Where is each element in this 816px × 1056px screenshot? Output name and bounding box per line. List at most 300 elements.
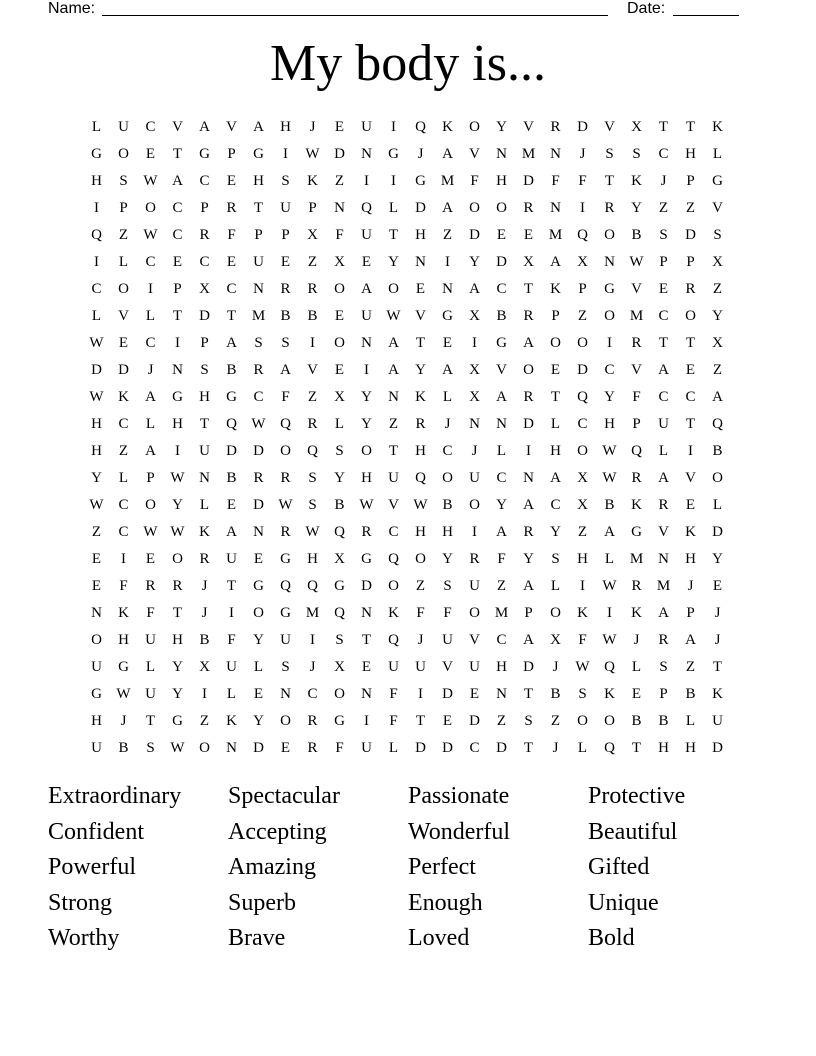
grid-letter: R	[523, 524, 534, 540]
grid-letter: C	[496, 470, 507, 486]
grid-letter: R	[199, 227, 210, 243]
grid-row	[83, 546, 733, 573]
grid-letter: E	[415, 281, 426, 297]
grid-letter: Q	[91, 227, 102, 243]
grid-letter: H	[91, 443, 102, 459]
grid-letter: K	[307, 173, 318, 189]
grid-letter: M	[521, 146, 536, 162]
grid-letter: X	[307, 227, 318, 243]
grid-letter: C	[658, 146, 669, 162]
grid-letter: P	[227, 146, 236, 162]
grid-letter: D	[685, 227, 696, 243]
grid-letter: Y	[253, 713, 264, 729]
grid-letter: Y	[631, 200, 642, 216]
grid-letter: U	[226, 659, 237, 675]
grid-letter: V	[712, 200, 723, 216]
grid-letter: K	[712, 119, 723, 135]
grid-letter: T	[685, 416, 696, 432]
grid-letter: E	[145, 146, 156, 162]
grid-letter: O	[577, 713, 588, 729]
grid-letter: I	[364, 173, 369, 189]
grid-letter: M	[548, 227, 563, 243]
grid-letter: V	[604, 119, 615, 135]
grid-letter: U	[415, 659, 426, 675]
grid-row	[83, 384, 733, 411]
grid-letter: R	[685, 281, 696, 297]
grid-letter: N	[523, 470, 534, 486]
grid-letter: Z	[685, 200, 696, 216]
grid-letter: R	[631, 335, 642, 351]
grid-letter: S	[254, 335, 263, 351]
word-list-item: Perfect	[408, 854, 476, 880]
grid-letter: H	[685, 146, 696, 162]
grid-letter: D	[442, 740, 453, 756]
grid-letter: V	[631, 362, 642, 378]
grid-letter: C	[118, 497, 129, 513]
grid-letter: U	[361, 740, 372, 756]
grid-row	[83, 519, 733, 546]
grid-letter: R	[550, 119, 561, 135]
grid-letter: C	[145, 335, 156, 351]
grid-letter: P	[281, 227, 290, 243]
grid-letter: W	[386, 308, 401, 324]
grid-letter: M	[656, 578, 671, 594]
grid-letter: D	[415, 200, 426, 216]
word-list-item: Confident	[48, 818, 144, 845]
grid-letter: H	[550, 443, 561, 459]
word-list-item: Beautiful	[588, 818, 678, 845]
word-search-grid	[83, 114, 733, 762]
grid-letter: O	[469, 200, 480, 216]
grid-letter: T	[685, 119, 696, 135]
grid-letter: A	[658, 362, 669, 378]
grid-letter: Q	[415, 470, 426, 486]
grid-letter: Y	[361, 416, 372, 432]
grid-letter: Z	[712, 281, 723, 297]
grid-letter: W	[143, 524, 158, 540]
grid-letter: N	[361, 335, 372, 351]
grid-letter: K	[712, 686, 723, 702]
word-list-item: Gifted	[588, 854, 650, 880]
grid-row	[83, 573, 733, 600]
grid-letter: R	[415, 416, 426, 432]
grid-letter: E	[496, 227, 507, 243]
grid-letter: T	[226, 578, 237, 594]
grid-letter: E	[712, 578, 723, 594]
grid-letter: O	[523, 362, 534, 378]
grid-letter: C	[145, 254, 156, 270]
grid-letter: V	[469, 632, 480, 648]
grid-letter: G	[280, 605, 291, 621]
grid-letter: P	[659, 254, 668, 270]
grid-letter: F	[551, 173, 560, 189]
grid-letter: J	[552, 740, 559, 756]
grid-letter: J	[471, 443, 478, 459]
grid-letter: V	[469, 146, 480, 162]
grid-letter: L	[604, 551, 615, 567]
grid-letter: X	[334, 254, 345, 270]
grid-letter: H	[496, 659, 507, 675]
grid-letter: C	[199, 173, 210, 189]
grid-letter: W	[602, 470, 617, 486]
grid-letter: A	[496, 524, 507, 540]
grid-letter: G	[361, 551, 372, 567]
grid-letter: S	[119, 173, 128, 189]
grid-letter: L	[712, 146, 723, 162]
grid-letter: O	[415, 551, 426, 567]
grid-letter: I	[472, 524, 477, 540]
grid-letter: Q	[307, 578, 318, 594]
grid-letter: O	[685, 308, 696, 324]
grid-letter: Z	[118, 227, 129, 243]
grid-row	[83, 249, 733, 276]
grid-letter: F	[146, 605, 155, 621]
grid-letter: Y	[91, 470, 102, 486]
grid-letter: Y	[496, 497, 507, 513]
grid-letter: K	[388, 605, 399, 621]
name-blank-line[interactable]	[102, 0, 608, 16]
grid-letter: R	[523, 389, 534, 405]
grid-letter: H	[442, 524, 453, 540]
grid-letter: E	[469, 686, 480, 702]
grid-letter: N	[172, 362, 183, 378]
grid-letter: L	[631, 659, 642, 675]
grid-letter: W	[278, 497, 293, 513]
grid-letter: X	[712, 335, 723, 351]
grid-letter: N	[91, 605, 102, 621]
grid-letter: W	[89, 389, 104, 405]
grid-letter: R	[658, 632, 669, 648]
grid-letter: I	[175, 335, 180, 351]
word-list-item: Spectacular	[228, 783, 340, 809]
grid-letter: X	[334, 659, 345, 675]
grid-letter: L	[496, 443, 507, 459]
grid-letter: D	[523, 416, 534, 432]
grid-letter: L	[145, 416, 156, 432]
grid-letter: Y	[712, 551, 723, 567]
grid-letter: C	[307, 686, 318, 702]
word-list-item: Extraordinary	[48, 783, 182, 809]
grid-letter: F	[119, 578, 128, 594]
grid-letter: I	[391, 173, 396, 189]
grid-letter: J	[579, 146, 586, 162]
grid-letter: J	[444, 416, 451, 432]
grid-letter: Y	[712, 308, 723, 324]
grid-letter: X	[631, 119, 642, 135]
grid-letter: C	[658, 389, 669, 405]
grid-letter: F	[632, 389, 641, 405]
grid-letter: I	[175, 443, 180, 459]
grid-letter: C	[172, 227, 183, 243]
grid-letter: C	[199, 254, 210, 270]
grid-letter: W	[170, 470, 185, 486]
grid-letter: E	[91, 578, 102, 594]
grid-letter: R	[523, 308, 534, 324]
grid-row	[83, 303, 733, 330]
grid-letter: C	[145, 119, 156, 135]
grid-letter: G	[442, 308, 453, 324]
grid-letter: U	[199, 443, 210, 459]
grid-letter: V	[631, 281, 642, 297]
grid-letter: O	[334, 335, 345, 351]
grid-letter: Q	[280, 416, 291, 432]
grid-letter: J	[660, 173, 667, 189]
grid-letter: W	[413, 497, 428, 513]
grid-letter: C	[577, 416, 588, 432]
grid-letter: O	[388, 578, 399, 594]
grid-letter: D	[253, 740, 264, 756]
grid-letter: A	[361, 281, 372, 297]
grid-letter: D	[442, 686, 453, 702]
grid-letter: V	[442, 659, 453, 675]
grid-letter: R	[253, 362, 264, 378]
grid-letter: O	[604, 713, 615, 729]
grid-letter: I	[607, 605, 612, 621]
grid-letter: U	[361, 227, 372, 243]
grid-letter: N	[550, 200, 561, 216]
grid-letter: O	[145, 497, 156, 513]
grid-letter: I	[364, 713, 369, 729]
grid-letter: J	[714, 632, 721, 648]
grid-letter: G	[334, 578, 345, 594]
grid-letter: K	[604, 686, 615, 702]
grid-letter: D	[118, 362, 129, 378]
grid-letter: E	[334, 362, 345, 378]
grid-letter: X	[577, 470, 588, 486]
grid-letter: H	[172, 416, 183, 432]
grid-letter: N	[496, 146, 507, 162]
grid-letter: D	[577, 362, 588, 378]
word-list-item: Amazing	[228, 854, 316, 880]
grid-letter: A	[604, 524, 615, 540]
grid-letter: L	[145, 659, 156, 675]
grid-letter: V	[172, 119, 183, 135]
grid-letter: I	[364, 362, 369, 378]
grid-letter: I	[94, 200, 99, 216]
grid-letter: Y	[388, 254, 399, 270]
grid-letter: T	[658, 119, 669, 135]
grid-letter: L	[388, 740, 399, 756]
grid-row	[83, 330, 733, 357]
grid-letter: C	[685, 389, 696, 405]
grid-letter: T	[712, 659, 723, 675]
grid-letter: B	[658, 713, 669, 729]
grid-letter: G	[496, 335, 507, 351]
grid-letter: I	[445, 254, 450, 270]
grid-row	[83, 357, 733, 384]
grid-letter: P	[254, 227, 263, 243]
grid-letter: N	[550, 146, 561, 162]
grid-letter: H	[91, 416, 102, 432]
grid-letter: R	[658, 497, 669, 513]
grid-letter: G	[604, 281, 615, 297]
grid-letter: B	[442, 497, 453, 513]
grid-letter: R	[253, 470, 264, 486]
grid-letter: E	[361, 659, 372, 675]
grid-letter: D	[361, 578, 372, 594]
grid-letter: X	[469, 362, 480, 378]
date-blank-line[interactable]	[673, 0, 739, 16]
grid-letter: W	[143, 227, 158, 243]
grid-letter: F	[443, 605, 452, 621]
grid-row	[83, 600, 733, 627]
grid-letter: E	[226, 173, 237, 189]
grid-letter: C	[496, 632, 507, 648]
grid-letter: L	[577, 740, 588, 756]
grid-letter: H	[307, 551, 318, 567]
word-list-item: Strong	[48, 889, 113, 916]
grid-letter: N	[280, 686, 291, 702]
grid-letter: C	[550, 497, 561, 513]
grid-letter: Y	[604, 389, 615, 405]
grid-letter: L	[712, 497, 723, 513]
grid-letter: P	[659, 686, 668, 702]
grid-letter: B	[685, 686, 696, 702]
grid-letter: A	[388, 362, 399, 378]
grid-letter: I	[283, 146, 288, 162]
grid-letter: I	[472, 335, 477, 351]
grid-letter: N	[496, 686, 507, 702]
grid-letter: P	[308, 200, 317, 216]
grid-letter: D	[334, 146, 345, 162]
grid-letter: K	[415, 389, 426, 405]
grid-letter: S	[524, 713, 533, 729]
grid-letter: E	[658, 281, 669, 297]
grid-letter: H	[280, 119, 291, 135]
grid-letter: A	[685, 632, 696, 648]
grid-letter: E	[226, 497, 237, 513]
grid-letter: W	[602, 578, 617, 594]
grid-letter: D	[523, 173, 534, 189]
grid-letter: G	[253, 146, 264, 162]
grid-letter: B	[712, 443, 723, 459]
grid-letter: H	[685, 551, 696, 567]
grid-letter: T	[523, 740, 534, 756]
grid-letter: A	[280, 362, 291, 378]
grid-letter: J	[309, 119, 316, 135]
grid-letter: W	[359, 497, 374, 513]
grid-letter: I	[580, 200, 585, 216]
grid-letter: F	[227, 227, 236, 243]
grid-letter: R	[307, 281, 318, 297]
grid-letter: G	[388, 146, 399, 162]
grid-letter: T	[388, 227, 399, 243]
grid-letter: U	[361, 119, 372, 135]
grid-letter: W	[89, 335, 104, 351]
grid-letter: Y	[172, 497, 183, 513]
grid-letter: I	[391, 119, 396, 135]
grid-letter: H	[415, 227, 426, 243]
word-list-item: Enough	[408, 889, 483, 916]
grid-letter: V	[388, 497, 399, 513]
grid-letter: E	[172, 254, 183, 270]
grid-letter: B	[631, 227, 642, 243]
grid-letter: A	[442, 146, 453, 162]
name-label: Name:	[48, 0, 96, 17]
grid-letter: R	[307, 740, 318, 756]
grid-letter: S	[659, 227, 668, 243]
grid-row	[83, 114, 733, 141]
grid-letter: H	[361, 470, 372, 486]
grid-letter: R	[307, 416, 318, 432]
grid-letter: H	[415, 443, 426, 459]
grid-row	[83, 438, 733, 465]
grid-letter: Q	[226, 416, 237, 432]
grid-letter: I	[148, 281, 153, 297]
grid-letter: J	[687, 578, 694, 594]
grid-letter: C	[172, 200, 183, 216]
worksheet-header	[48, 0, 743, 20]
grid-letter: O	[496, 200, 507, 216]
word-list-item: Bold	[588, 925, 635, 951]
grid-letter: Z	[577, 524, 588, 540]
grid-letter: S	[443, 578, 452, 594]
grid-letter: A	[523, 335, 534, 351]
grid-letter: R	[226, 200, 237, 216]
grid-letter: Q	[334, 524, 345, 540]
grid-letter: V	[658, 524, 669, 540]
grid-letter: W	[629, 254, 644, 270]
grid-letter: J	[201, 578, 208, 594]
grid-letter: P	[686, 254, 695, 270]
grid-letter: B	[226, 362, 237, 378]
grid-letter: N	[442, 281, 453, 297]
grid-letter: J	[417, 146, 424, 162]
grid-letter: O	[550, 335, 561, 351]
grid-letter: A	[199, 119, 210, 135]
grid-letter: M	[440, 173, 455, 189]
grid-letter: W	[116, 686, 131, 702]
grid-letter: Q	[334, 605, 345, 621]
grid-letter: A	[226, 524, 237, 540]
grid-letter: C	[388, 524, 399, 540]
grid-letter: C	[658, 308, 669, 324]
grid-row	[83, 141, 733, 168]
grid-letter: V	[496, 362, 507, 378]
grid-letter: K	[442, 119, 453, 135]
grid-letter: H	[604, 416, 615, 432]
grid-letter: J	[120, 713, 127, 729]
grid-letter: T	[658, 335, 669, 351]
grid-letter: S	[605, 146, 614, 162]
grid-letter: G	[415, 173, 426, 189]
word-list-item: Unique	[588, 889, 659, 916]
grid-letter: E	[685, 497, 696, 513]
grid-letter: O	[577, 443, 588, 459]
grid-letter: U	[118, 119, 129, 135]
grid-letter: I	[526, 443, 531, 459]
grid-letter: E	[253, 551, 264, 567]
grid-letter: R	[604, 200, 615, 216]
grid-letter: T	[388, 443, 399, 459]
grid-letter: O	[118, 281, 129, 297]
grid-letter: A	[658, 605, 669, 621]
grid-letter: Z	[712, 362, 723, 378]
grid-letter: L	[334, 416, 345, 432]
grid-letter: A	[388, 335, 399, 351]
grid-letter: M	[494, 605, 509, 621]
grid-letter: T	[415, 335, 426, 351]
grid-letter: O	[118, 146, 129, 162]
grid-letter: L	[118, 470, 129, 486]
grid-letter: K	[685, 524, 696, 540]
grid-letter: U	[442, 632, 453, 648]
grid-letter: Q	[631, 443, 642, 459]
grid-letter: O	[334, 281, 345, 297]
grid-letter: H	[199, 389, 210, 405]
grid-letter: T	[172, 308, 183, 324]
grid-letter: Z	[415, 578, 426, 594]
